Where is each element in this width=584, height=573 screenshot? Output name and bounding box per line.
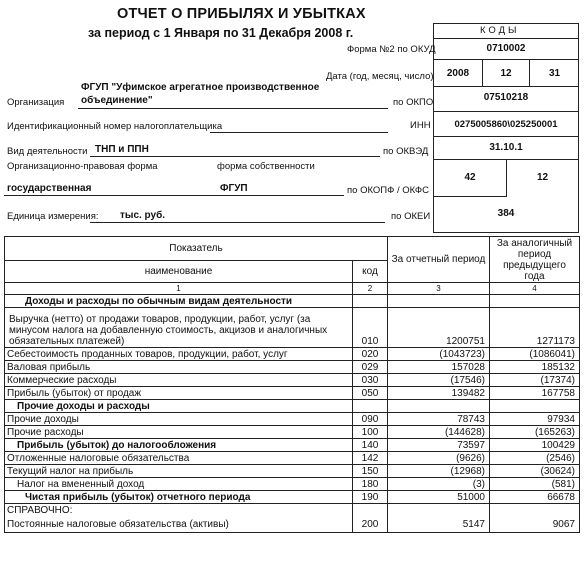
- legal-form-underline: [4, 195, 344, 196]
- row-code: [353, 400, 388, 413]
- date-year: 2008: [446, 68, 470, 79]
- row-code: 030: [353, 374, 388, 387]
- activity-label: Вид деятельности: [7, 146, 88, 157]
- row-current: 73597: [388, 439, 490, 452]
- row-other-expenses: Прочие расходы: [5, 426, 353, 439]
- org-name-line2: объединение": [81, 95, 153, 106]
- row-code: 140: [353, 439, 388, 452]
- row-current: [388, 400, 490, 413]
- header-previous-period: За аналогичный период предыдущего года: [490, 237, 580, 283]
- row-pretax-profit: Прибыль (убыток) до налогообложения: [5, 439, 353, 452]
- row-code: 150: [353, 465, 388, 478]
- okfs-code: 12: [536, 172, 549, 183]
- row-revenue: Выручка (нетто) от продажи товаров, продукции, работ, услуг (за минусом налога на добавленную стоимость, акцизов и аналогичных обязательных платежей): [5, 308, 353, 348]
- row-current: (144628): [388, 426, 490, 439]
- activity-underline: [90, 156, 380, 157]
- okpo-code: 07510218: [483, 92, 529, 103]
- row-code: 180: [353, 478, 388, 491]
- col-num-1: 1: [5, 283, 353, 295]
- inn-underline: [210, 132, 388, 133]
- row-permanent-tax-liabilities: Постоянные налоговые обязательства (активы): [5, 517, 353, 533]
- row-previous: 9067: [490, 517, 580, 533]
- col-num-4: 4: [490, 283, 580, 295]
- row-previous: [490, 295, 580, 308]
- row-current: (9626): [388, 452, 490, 465]
- row-code: 200: [353, 517, 388, 533]
- codes-head: КОДЫ: [480, 25, 520, 36]
- row-code: 020: [353, 348, 388, 361]
- unit-underline: [90, 222, 385, 223]
- row-reference-heading: СПРАВОЧНО:: [5, 504, 353, 517]
- row-previous: 66678: [490, 491, 580, 504]
- org-name-line1: ФГУП "Уфимское агрегатное производственное: [81, 82, 320, 93]
- header-code: код: [353, 261, 388, 283]
- row-code: 100: [353, 426, 388, 439]
- row-current: 157028: [388, 361, 490, 374]
- date-month: 12: [500, 68, 512, 79]
- row-current: [388, 504, 490, 517]
- row-current: (3): [388, 478, 490, 491]
- row-previous: (30624): [490, 465, 580, 478]
- inn-caption: Идентификационный номер налогоплательщика: [7, 121, 223, 132]
- row-section-ordinary: Доходы и расходы по обычным видам деятельности: [5, 295, 353, 308]
- row-previous: (581): [490, 478, 580, 491]
- row-current-tax: Текущий налог на прибыль: [5, 465, 353, 478]
- row-previous: 185132: [490, 361, 580, 374]
- row-other-income: Прочие доходы: [5, 413, 353, 426]
- org-underline: [78, 108, 388, 109]
- row-current: (1043723): [388, 348, 490, 361]
- row-current: 51000: [388, 491, 490, 504]
- row-imputed-tax: Налог на вмененный доход: [5, 478, 353, 491]
- row-previous: (165263): [490, 426, 580, 439]
- row-current: 78743: [388, 413, 490, 426]
- date-day: 31: [548, 68, 561, 79]
- unit-value: тыс. руб.: [120, 210, 166, 221]
- row-code: 029: [353, 361, 388, 374]
- row-previous: (1086041): [490, 348, 580, 361]
- row-code: 090: [353, 413, 388, 426]
- row-code: [353, 295, 388, 308]
- row-previous: [490, 400, 580, 413]
- row-previous: 1271173: [490, 308, 580, 348]
- row-current: [388, 295, 490, 308]
- header-name: наименование: [5, 261, 353, 283]
- okud-label: Форма №2 по ОКУД: [347, 44, 436, 55]
- report-period: за период с 1 Января по 31 Декабря 2008 г.: [88, 26, 354, 40]
- activity-value: ТНП и ППН: [95, 144, 149, 155]
- col-num-2: 2: [353, 283, 388, 295]
- income-statement-table: [4, 236, 580, 533]
- okopf-label: по ОКОПФ / ОКФС: [347, 185, 429, 196]
- row-code: [353, 504, 388, 517]
- row-current: 139482: [388, 387, 490, 400]
- date-label: Дата (год, месяц, число): [326, 71, 434, 82]
- okved-label: по ОКВЭД: [383, 146, 429, 157]
- header-indicator: Показатель: [5, 237, 388, 261]
- legal-form-value: государственная: [7, 183, 92, 194]
- okved-code: 31.10.1: [489, 142, 523, 153]
- row-previous: 97934: [490, 413, 580, 426]
- okopf-code: 42: [464, 172, 476, 183]
- row-gross-profit: Валовая прибыль: [5, 361, 353, 374]
- row-code: 190: [353, 491, 388, 504]
- row-current: 1200751: [388, 308, 490, 348]
- row-section-other: Прочие доходы и расходы: [5, 400, 353, 413]
- row-current: (12968): [388, 465, 490, 478]
- row-previous: (17374): [490, 374, 580, 387]
- row-net-profit: Чистая прибыль (убыток) отчетного периода: [5, 491, 353, 504]
- inn-label: ИНН: [410, 120, 431, 131]
- row-sales-profit: Прибыль (убыток) от продаж: [5, 387, 353, 400]
- row-previous: 167758: [490, 387, 580, 400]
- row-previous: (2546): [490, 452, 580, 465]
- header-current-period: За отчетный период: [388, 237, 490, 283]
- row-previous: 100429: [490, 439, 580, 452]
- okei-code: 384: [497, 208, 515, 219]
- ownership-value: ФГУП: [220, 183, 248, 194]
- row-code: 142: [353, 452, 388, 465]
- inn-code: 0275005860\025250001: [454, 119, 558, 130]
- org-label: Организация: [7, 97, 65, 108]
- ownership-label: форма собственности: [217, 161, 315, 172]
- row-cost-of-sales: Себестоимость проданных товаров, продукции, работ, услуг: [5, 348, 353, 361]
- okei-label: по ОКЕИ: [391, 211, 431, 222]
- legal-form-label: Организационно-правовая форма: [7, 161, 158, 172]
- row-code: 010: [353, 308, 388, 348]
- row-selling-expenses: Коммерческие расходы: [5, 374, 353, 387]
- row-previous: [490, 504, 580, 517]
- row-code: 050: [353, 387, 388, 400]
- row-current: (17546): [388, 374, 490, 387]
- okud-code: 0710002: [486, 43, 526, 54]
- okpo-label: по ОКПО: [393, 97, 434, 108]
- row-deferred-tax: Отложенные налоговые обязательства: [5, 452, 353, 465]
- col-num-3: 3: [388, 283, 490, 295]
- unit-label: Единица измерения:: [7, 211, 99, 222]
- report-title: ОТЧЕТ О ПРИБЫЛЯХ И УБЫТКАХ: [117, 6, 366, 22]
- row-current: 5147: [388, 517, 490, 533]
